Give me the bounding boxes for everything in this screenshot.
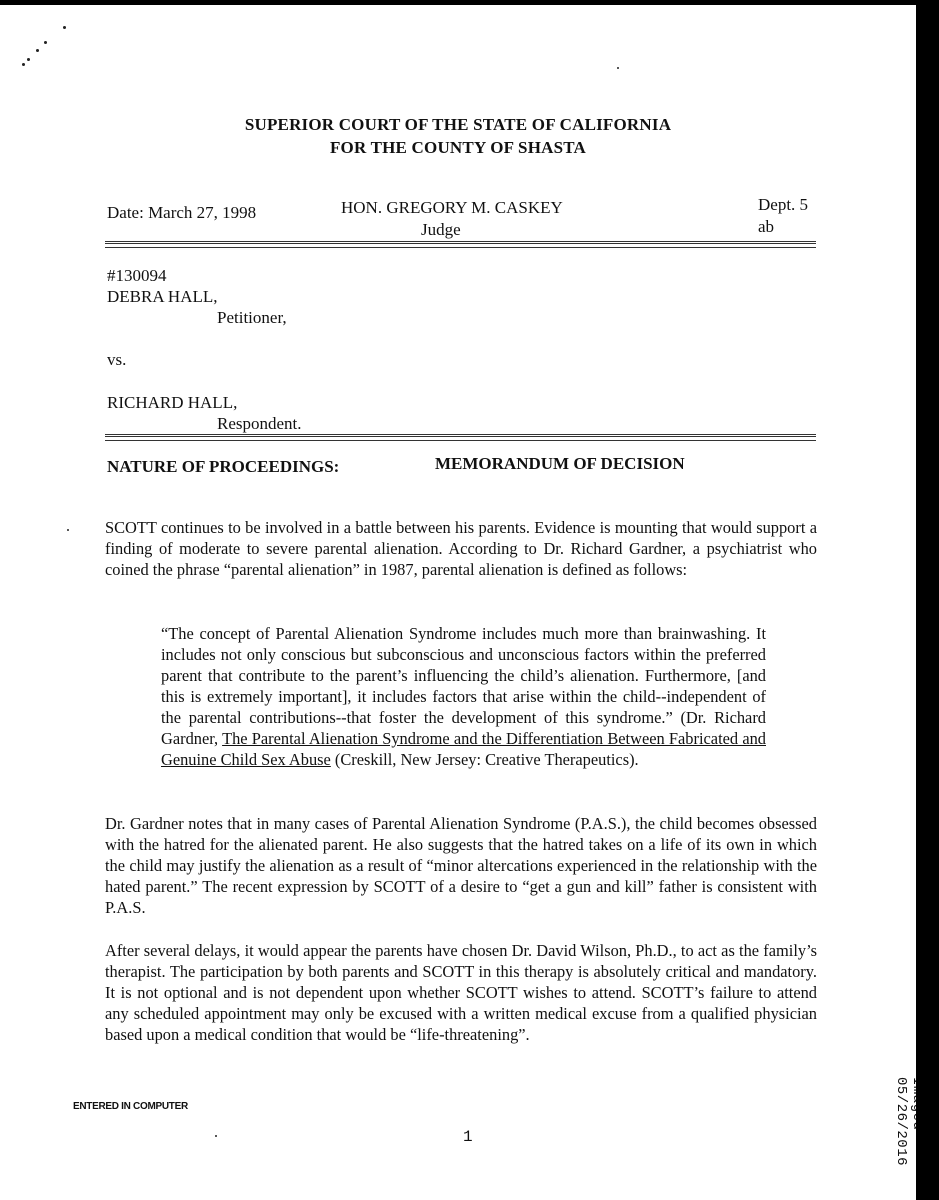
imaged-date-stamp: 05/26/2016 xyxy=(893,1077,909,1167)
caption-divider xyxy=(105,434,816,441)
court-name-line1: SUPERIOR COURT OF THE STATE OF CALIFORNIA xyxy=(244,115,672,134)
page-number: 1 xyxy=(463,1128,473,1146)
judge-title: Judge xyxy=(421,220,461,239)
petitioner-role: Petitioner, xyxy=(217,308,287,327)
gardner-quote xyxy=(161,623,766,770)
proceedings-label: NATURE OF PROCEEDINGS: xyxy=(107,457,340,476)
book-title: The Parental Alienation Syndrome and the Differentiation Between Fabricated and Genuine Child Sex Abuse xyxy=(161,729,766,769)
paragraph-3: After several delays, it would appear the parents have chosen Dr. David Wilson, Ph.D., to act as the family’s therapist. The participation by both parents and SCOTT in this therapy is absolutely critical and mandatory. It is not optional and is not dependent upon whether SCOTT wishes to attend. SCOTT’s failure to attend any scheduled appointment may only be excused with a written medical excuse from a qualified physician based upon a medical condition that would be “life-threatening”. xyxy=(105,941,817,1044)
court-name-line2: FOR THE COUNTY OF SHASTA xyxy=(329,138,587,157)
case-number: #130094 xyxy=(107,266,167,285)
respondent-role: Respondent. xyxy=(217,414,302,433)
respondent-name: RICHARD HALL, xyxy=(107,393,238,412)
paragraph-1: SCOTT continues to be involved in a battle between his parents. Evidence is mounting that would support a finding of moderate to severe parental alienation. According to Dr. Richard Gardner, a psychiatrist who coined the phrase “parental alienation” in 1987, parental alienation is defined as follows: xyxy=(105,518,817,579)
department: Dept. 5 xyxy=(758,195,809,214)
quote-text: “The concept of Parental Alienation Syndrome includes much more than brainwashing. It includes not only conscious but subconscious and unconscious factors within the preferred parent that contribute to the parent’s influencing the child’s alienation. Furthermore, [and this is extremely important], it includes factors that arise within the child--independent of the parental contributions--that foster the development of this syndrome.” (Dr. Richard Gardner, xyxy=(161,624,766,748)
header-divider xyxy=(105,241,816,248)
scan-border xyxy=(916,0,939,1200)
publisher: (Creskill, New Jersey: Creative Therapeutics). xyxy=(330,750,639,769)
petitioner-name: DEBRA HALL, xyxy=(107,287,218,306)
judge-name: HON. GREGORY M. CASKEY xyxy=(341,198,563,217)
decision-date: Date: March 27, 1998 xyxy=(107,203,257,222)
proceedings-value: MEMORANDUM OF DECISION xyxy=(435,454,685,473)
document-page xyxy=(0,5,916,1200)
paragraph-2: Dr. Gardner notes that in many cases of Parental Alienation Syndrome (P.A.S.), the child becomes obsessed with the hatred for the alienated parent. He also suggests that the hatred takes on a life of its own in which the child may justify the alienation as a result of “minor altercations experienced in the relationship with the hated parent.” The recent expression by SCOTT of a desire to “get a gun and kill” father is consistent with P.A.S. xyxy=(105,814,817,917)
clerk-initials: ab xyxy=(758,217,775,236)
entered-in-computer-stamp: ENTERED IN COMPUTER xyxy=(73,1101,188,1112)
versus: vs. xyxy=(107,350,127,369)
